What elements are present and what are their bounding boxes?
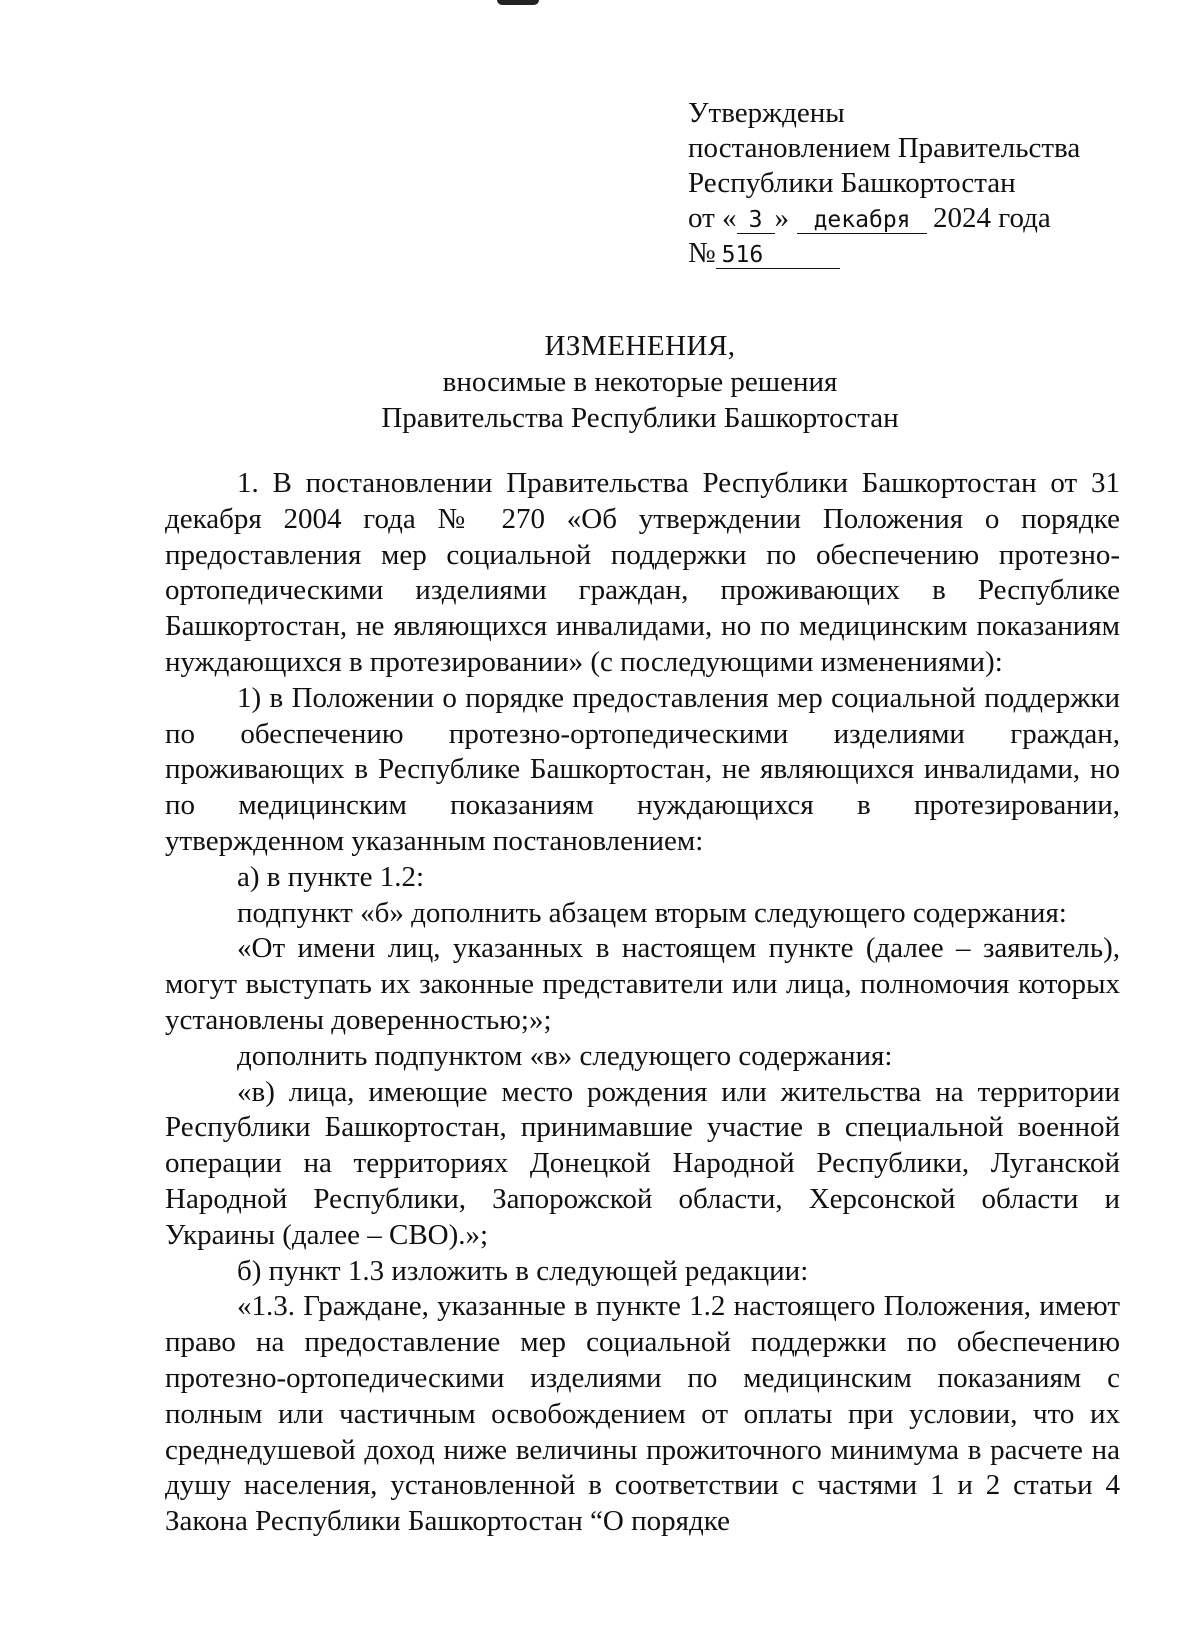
approval-date xyxy=(688,201,1158,236)
date-year: 2024 года xyxy=(933,202,1051,234)
approval-line: Утверждены xyxy=(688,97,845,129)
approval-number xyxy=(688,236,1158,271)
number-prefix: № xyxy=(688,237,716,269)
date-prefix: от « xyxy=(688,202,737,234)
paragraph: «в) лица, имеющие место рождения или жительства на территории Республики Башкортостан, принимавшие участие в специальной военной операции на территориях Донецкой Народной Республики, Луганской Народной Республики, Запорожской области, Херсонской области и Украины (далее – СВО).»; xyxy=(165,1075,1120,1251)
scan-artifact xyxy=(497,0,539,5)
document-body xyxy=(165,466,1120,1540)
number-value: 516 xyxy=(716,242,840,269)
document-subtitle: Правительства Республики Башкортостан xyxy=(381,402,899,434)
paragraph: «1.3. Граждане, указанные в пункте 1.2 настоящего Положения, имеют право на предоставление мер социальной поддержки по обеспечению протезно-ортопедическими изделиями по медицинским показаниям с полным или частичным освобождением от оплаты при условии, что их среднедушевой доход ниже величины прожиточного минимума в расчете на душу населения, установленной в соответствии с частями 1 и 2 статьи 4 Закона Республики Башкортостан “О порядке xyxy=(165,1290,1120,1538)
date-month: декабря xyxy=(797,207,927,234)
date-day: 3 xyxy=(737,207,775,234)
document-subtitle: вносимые в некоторые решения xyxy=(442,366,838,398)
paragraph: «От имени лиц, указанных в настоящем пункте (далее – заявитель), могут выступать их законные представители или лица, полномочия которых установлены доверенностью;»; xyxy=(165,932,1120,1036)
approval-block xyxy=(688,96,1158,271)
paragraph: а) в пункте 1.2: xyxy=(237,860,425,893)
paragraph: 1. В постановлении Правительства Республики Башкортостан от 31 декабря 2004 года № 270 «Об утверждении Положения о порядке предоставления мер социальной поддержки по обеспечению протезно-ортопедическими изделиями граждан, проживающих в Республике Башкортостан, не являющихся инвалидами, но по медицинским показаниям нуждающихся в протезировании» (с последующими изменениями): xyxy=(165,467,1120,678)
date-mid: » xyxy=(774,202,790,234)
paragraph: б) пункт 1.3 изложить в следующей редакции: xyxy=(237,1254,809,1287)
document-heading xyxy=(160,328,1120,436)
paragraph: 1) в Положении о порядке предоставления мер социальной поддержки по обеспечению протезно-ортопедическими изделиями граждан, проживающих в Республике Башкортостан, не являющихся инвалидами, но по медицинским показаниям нуждающихся в протезировании, утвержденном указанным постановлением: xyxy=(165,681,1120,857)
approval-line: постановлением Правительства xyxy=(688,132,1081,164)
approval-line: Республики Башкортостан xyxy=(688,167,1016,199)
paragraph: подпункт «б» дополнить абзацем вторым следующего содержания: xyxy=(237,896,1067,929)
document-title: ИЗМЕНЕНИЯ, xyxy=(544,330,736,362)
paragraph: дополнить подпунктом «в» следующего содержания: xyxy=(237,1039,893,1072)
